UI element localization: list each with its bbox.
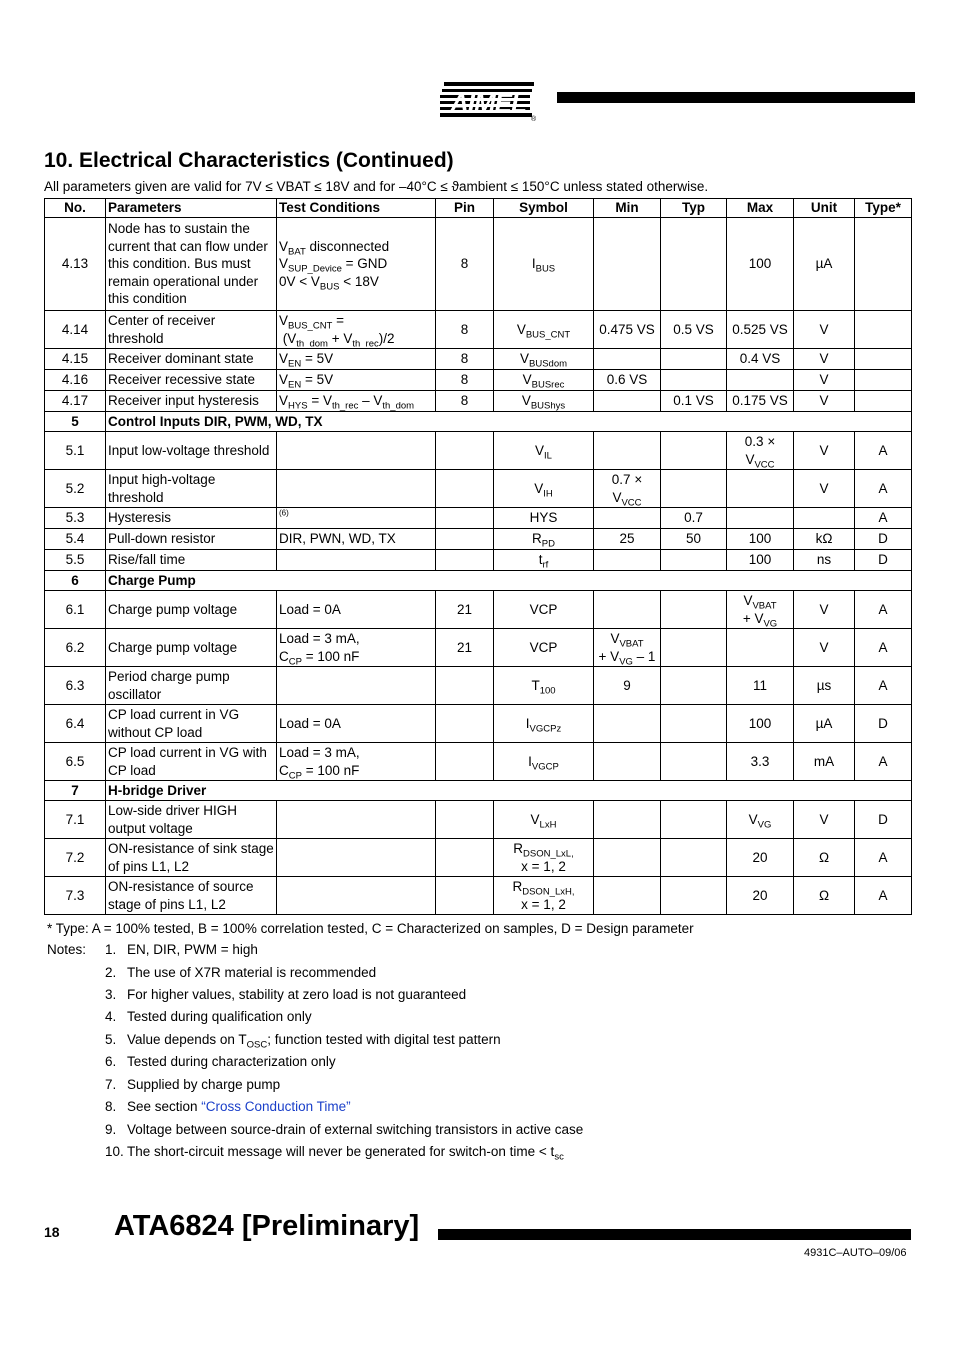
cell-typ [661,349,727,370]
cell-pin: 8 [436,370,494,391]
cell-symbol: VCP [494,591,594,629]
notes-label: Notes: [47,942,87,957]
table-row [45,705,912,743]
cell-unit: kΩ [794,529,855,550]
cell-typ: 0.7 [661,508,727,529]
table-header-row [45,199,912,218]
cell-unit: Ω [794,877,855,915]
cell-type: D [855,529,912,550]
cell-unit: µs [794,667,855,705]
cell-condition [277,432,436,470]
cell-no: 5.1 [45,432,106,470]
cell-pin: 8 [436,391,494,412]
cell-min [594,508,661,529]
cell-max: 20 [727,877,794,915]
table-row [45,839,912,877]
cell-condition: $V_{EN} = 5V$ [277,370,436,391]
cell-condition: Load = 0A [277,591,436,629]
cell-pin [436,743,494,781]
cell-type: A [855,508,912,529]
cell-no: 7.1 [45,801,106,839]
cell-unit: V [794,349,855,370]
cell-symbol: $V_{BUShys}$ [494,391,594,412]
cell-max: 0.4 VS [727,349,794,370]
col-header-type: Type* [855,199,912,218]
cross-conduction-time-link[interactable]: “Cross Conduction Time” [201,1099,351,1114]
note-item: 4. Tested during qualification only [105,1009,312,1024]
cell-pin [436,432,494,470]
cell-unit: µA [794,705,855,743]
cell-min: 0.6 VS [594,370,661,391]
cell-type [855,311,912,349]
cell-parameter: Input low-voltage threshold [106,432,277,470]
type-legend: * Type: A = 100% tested, B = 100% correlation tested, C = Characterized on samples, D = Design parameter [47,921,694,936]
col-header-unit: Unit [794,199,855,218]
footnote-ref: (6) [279,508,289,518]
cell-pin [436,529,494,550]
cell-typ [661,877,727,915]
cell-max: $V_{VBAT}$ + $V_{VG}$ [727,591,794,629]
cell-pin: 21 [436,591,494,629]
cell-parameter: Period charge pump oscillator [106,667,277,705]
cell-max: 100 [727,550,794,571]
cell-max: 100 [727,705,794,743]
table-row [45,877,912,915]
cell-condition [277,801,436,839]
cell-unit: Ω [794,839,855,877]
cell-pin [436,550,494,571]
cell-max: $V_{VG}$ [727,801,794,839]
table-row [45,629,912,667]
note-item: 8. See section “Cross Conduction Time” [105,1099,351,1114]
cell-min [594,877,661,915]
cell-parameter: Node has to sustain the current that can flow under this condition. Bus must remain operational under this condition [106,218,277,311]
cell-unit: V [794,470,855,508]
cell-unit: V [794,629,855,667]
cell-symbol: $V_{BUSrec}$ [494,370,594,391]
cell-type: A [855,667,912,705]
cell-symbol: $R_{PD}$ [494,529,594,550]
cell-unit [794,508,855,529]
note-item: 2. The use of X7R material is recommended [105,965,377,980]
cell-parameter: Pull-down resistor [106,529,277,550]
header-bar [557,92,915,103]
cell-max: 0.525 VS [727,311,794,349]
electrical-characteristics-table [44,198,912,915]
cell-unit: µA [794,218,855,311]
cell-typ [661,432,727,470]
cell-max [727,629,794,667]
col-header-pin: Pin [436,199,494,218]
cell-condition: $V_{HYS} = V_{th\_rec} - V_{th\_dom}$ [277,391,436,412]
cell-max: 11 [727,667,794,705]
note-item: 6. Tested during characterization only [105,1054,336,1069]
cell-condition: $V_{BUS\_CNT}$ = $(V_{th\_dom} + V_{th\_rec})/2$ [277,311,436,349]
cell-typ [661,470,727,508]
cell-min: 0.475 VS [594,311,661,349]
cell-min [594,591,661,629]
cell-symbol: $V_{BUS\_CNT}$ [494,311,594,349]
cell-min [594,432,661,470]
table-row [45,432,912,470]
cell-typ [661,218,727,311]
cell-max: 100 [727,529,794,550]
table-row [45,370,912,391]
note-item: 5. Value depends on $T_{OSC}$; function tested with digital test pattern [105,1032,501,1051]
cell-parameter: Rise/fall time [106,550,277,571]
cell-max [727,470,794,508]
cell-min: 25 [594,529,661,550]
svg-text:AIMEL: AIMEL [450,88,526,118]
cell-typ [661,629,727,667]
cell-type [855,391,912,412]
cell-pin [436,508,494,529]
col-header-test-conditions: Test Conditions [277,199,436,218]
cell-typ: 0.1 VS [661,391,727,412]
document-number: 4931C–AUTO–09/06 [804,1247,907,1259]
cell-no: 6.4 [45,705,106,743]
cell-no: 6.2 [45,629,106,667]
cell-type: A [855,470,912,508]
footer-bar [438,1229,911,1240]
document-title: ATA6824 [Preliminary] [114,1210,420,1242]
cell-type [855,349,912,370]
cell-max: 20 [727,839,794,877]
cell-typ [661,370,727,391]
cell-no: 7.2 [45,839,106,877]
cell-symbol: HYS [494,508,594,529]
cell-pin: 21 [436,629,494,667]
cell-symbol: $I_{BUS}$ [494,218,594,311]
table-row [45,550,912,571]
cell-unit: mA [794,743,855,781]
col-header-min: Min [594,199,661,218]
cell-parameter: Low-side driver HIGH output voltage [106,801,277,839]
cell-unit: V [794,391,855,412]
col-header-symbol: Symbol [494,199,594,218]
cell-max: 0.3 × $V_{VCC}$ [727,432,794,470]
cell-pin: 8 [436,349,494,370]
cell-typ [661,743,727,781]
table-row [45,529,912,550]
cell-unit: V [794,311,855,349]
cell-condition [277,839,436,877]
cell-max [727,508,794,529]
cell-parameter: Input high-voltage threshold [106,470,277,508]
section-intro: All parameters given are valid for 7V ≤ VBAT ≤ 18V and for –40°C ≤ ϑambient ≤ 150°C unless stated otherwise. [44,179,709,194]
cell-symbol: $V_{IH}$ [494,470,594,508]
cell-pin [436,470,494,508]
cell-no: 5.3 [45,508,106,529]
section-row [45,412,912,432]
cell-typ [661,550,727,571]
cell-no: 7.3 [45,877,106,915]
table-row [45,667,912,705]
cell-parameter: ON-resistance of source stage of pins L1, L2 [106,877,277,915]
cell-parameter: Receiver dominant state [106,349,277,370]
cell-type [855,370,912,391]
atmel-logo [440,74,538,122]
cell-symbol: $V_{LxH}$ [494,801,594,839]
cell-no: 6.3 [45,667,106,705]
cell-min: 9 [594,667,661,705]
cell-parameter: CP load current in VG without CP load [106,705,277,743]
section-no: 6 [45,571,106,591]
cell-typ [661,801,727,839]
cell-condition: Load = 3 mA, $C_{CP} = 100$ nF [277,629,436,667]
svg-text:®: ® [531,116,537,122]
cell-condition [277,667,436,705]
cell-type: A [855,591,912,629]
cell-min [594,391,661,412]
cell-parameter: Receiver input hysteresis [106,391,277,412]
col-header-no: No. [45,199,106,218]
table-row [45,743,912,781]
table-row [45,311,912,349]
cell-min [594,743,661,781]
section-title-cell: Control Inputs DIR, PWM, WD, TX [106,412,912,432]
cell-symbol: $I_{VGCP}$ [494,743,594,781]
cell-condition [277,470,436,508]
cell-symbol: $I_{VGCPz}$ [494,705,594,743]
cell-max: 3.3 [727,743,794,781]
section-no: 7 [45,781,106,801]
cell-no: 4.13 [45,218,106,311]
cell-symbol: $T_{100}$ [494,667,594,705]
cell-unit: V [794,432,855,470]
note-item: 9. Voltage between source-drain of external switching transistors in active case [105,1122,584,1137]
cell-type: A [855,629,912,667]
cell-typ [661,591,727,629]
cell-no: 5.4 [45,529,106,550]
cell-pin [436,705,494,743]
cell-condition: $V_{BAT}$ disconnected $V_{SUP\_Device}$ = GND $0V < V_{BUS} < 18V$ [277,218,436,311]
cell-symbol: $V_{BUSdom}$ [494,349,594,370]
table-row [45,349,912,370]
cell-symbol: $R_{DSON\_LxH,}$ x = 1, 2 [494,877,594,915]
cell-parameter: Hysteresis [106,508,277,529]
cell-pin [436,839,494,877]
table-row [45,801,912,839]
cell-max: 0.175 VS [727,391,794,412]
note-item: 10. The short-circuit message will never be generated for switch-on time < $t_{sc}$ [105,1144,564,1163]
section-title: 10. Electrical Characteristics (Continued) [44,149,454,172]
cell-no: 4.14 [45,311,106,349]
cell-typ [661,667,727,705]
cell-max [727,370,794,391]
cell-pin [436,801,494,839]
cell-parameter: CP load current in VG with CP load [106,743,277,781]
col-header-parameters: Parameters [106,199,277,218]
cell-typ [661,705,727,743]
table-row [45,508,912,529]
cell-min: 0.7 × $V_{VCC}$ [594,470,661,508]
cell-unit: V [794,801,855,839]
cell-typ [661,839,727,877]
cell-min [594,801,661,839]
cell-symbol: $R_{DSON\_LxL,}$ x = 1, 2 [494,839,594,877]
cell-pin: 8 [436,311,494,349]
cell-min: $V_{VBAT}$ + $V_{VG} - 1$ [594,629,661,667]
cell-no: 4.15 [45,349,106,370]
cell-unit: V [794,591,855,629]
cell-parameter: Center of receiver threshold [106,311,277,349]
section-title-cell: H-bridge Driver [106,781,912,801]
cell-min [594,550,661,571]
cell-min [594,705,661,743]
page-number: 18 [44,1224,60,1240]
cell-parameter: Charge pump voltage [106,591,277,629]
cell-type: A [855,877,912,915]
cell-parameter: ON-resistance of sink stage of pins L1, L2 [106,839,277,877]
cell-type: A [855,743,912,781]
cell-no: 5.5 [45,550,106,571]
cell-unit: V [794,370,855,391]
cell-no: 4.17 [45,391,106,412]
note-item: 7. Supplied by charge pump [105,1077,281,1092]
cell-symbol: $V_{IL}$ [494,432,594,470]
cell-condition: $V_{EN} = 5V$ [277,349,436,370]
cell-condition [277,877,436,915]
col-header-typ: Typ [661,199,727,218]
cell-type: A [855,432,912,470]
table-row [45,470,912,508]
cell-unit: ns [794,550,855,571]
cell-min [594,349,661,370]
symbol-index: x = 1, 2 [521,858,566,874]
cell-no: 4.16 [45,370,106,391]
cell-min [594,218,661,311]
symbol-index: x = 1, 2 [521,896,566,912]
cell-symbol: $t_{rf}$ [494,550,594,571]
cell-min [594,839,661,877]
cell-parameter: Receiver recessive state [106,370,277,391]
cell-parameter: Charge pump voltage [106,629,277,667]
cell-pin [436,667,494,705]
cell-condition [277,550,436,571]
cell-condition: DIR, PWN, WD, TX [277,529,436,550]
section-row [45,781,912,801]
cell-type: D [855,550,912,571]
table-row [45,218,912,311]
cell-typ: 50 [661,529,727,550]
table-row [45,591,912,629]
cell-condition: Load = 3 mA, $C_{CP} = 100$ nF [277,743,436,781]
cell-type: A [855,839,912,877]
note-item: 1. EN, DIR, PWM = high [105,942,258,957]
cell-pin: 8 [436,218,494,311]
cell-no: 6.1 [45,591,106,629]
table-row [45,391,912,412]
cell-symbol: VCP [494,629,594,667]
cell-condition: Load = 0A [277,705,436,743]
cell-type [855,218,912,311]
cell-type: D [855,705,912,743]
cell-no: 5.2 [45,470,106,508]
section-title-cell: Charge Pump [106,571,912,591]
note-item: 3. For higher values, stability at zero load is not guaranteed [105,987,467,1002]
cell-no: 6.5 [45,743,106,781]
cell-max: 100 [727,218,794,311]
cell-condition [277,508,436,529]
section-no: 5 [45,412,106,432]
col-header-max: Max [727,199,794,218]
cell-pin [436,877,494,915]
cell-type: D [855,801,912,839]
section-row [45,571,912,591]
cell-typ: 0.5 VS [661,311,727,349]
